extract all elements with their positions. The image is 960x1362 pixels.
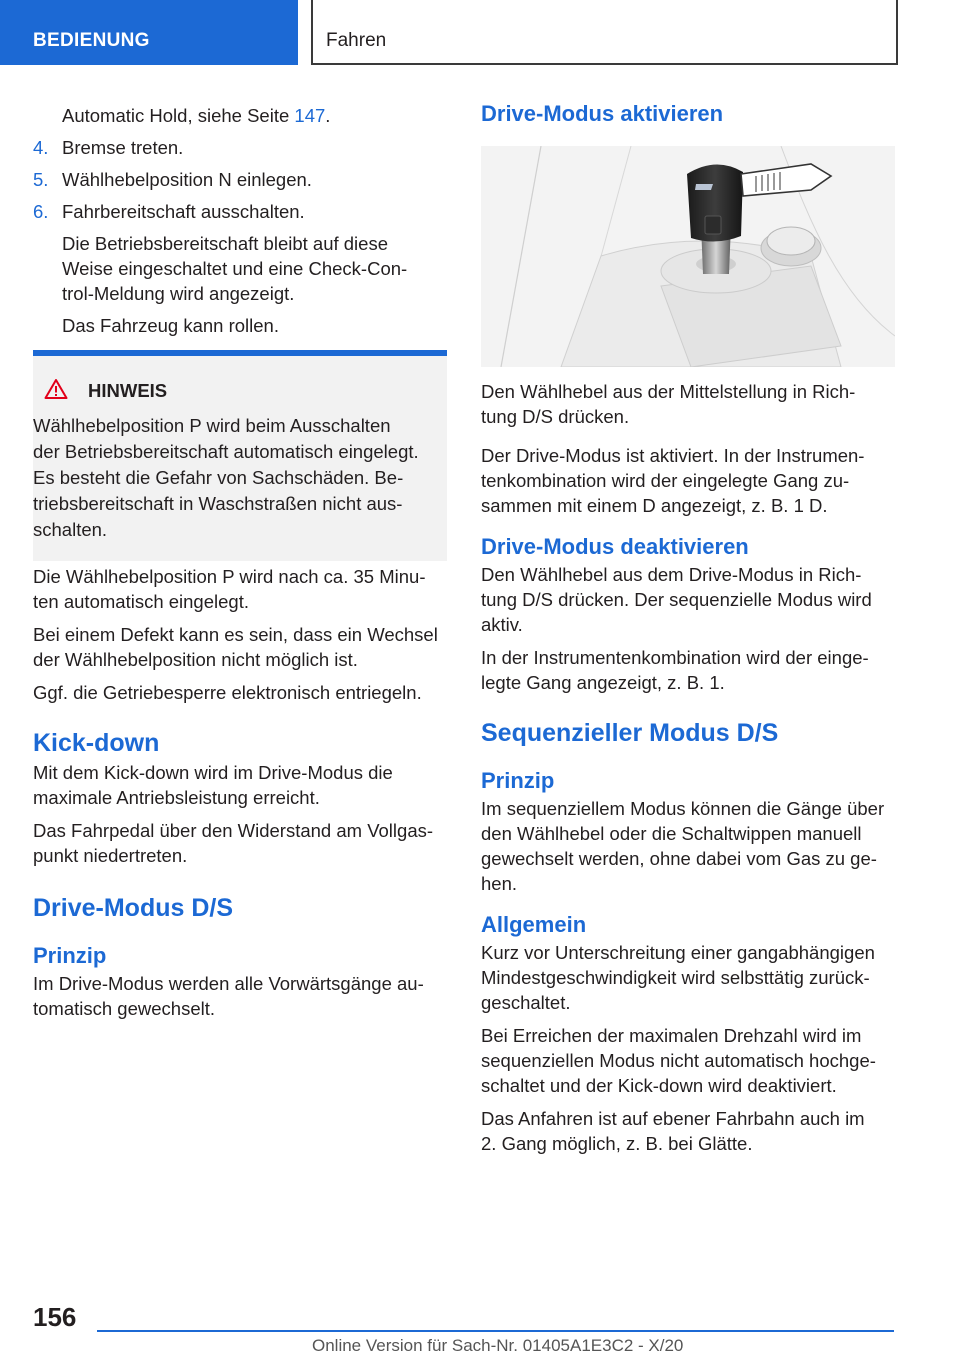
activate-heading: Drive-Modus aktivieren xyxy=(481,101,724,126)
seq-prinzip-heading: Prinzip xyxy=(481,768,555,793)
kickdown-heading: Kick-down xyxy=(33,729,160,757)
note-box xyxy=(33,350,447,561)
section-title: BEDIENUNG xyxy=(33,30,150,51)
step-list xyxy=(33,103,453,338)
step-continuation: Automatic Hold, siehe Seite 147. xyxy=(62,105,331,126)
paragraph: Im Drive-Modus werden alle Vorwärtsgänge au- tomatisch gewechselt. xyxy=(33,973,424,1019)
prinzip-heading: Prinzip xyxy=(33,943,107,968)
step-detail: Die Betriebsbereitschaft bleibt auf diese Weise eingeschaltet und eine Check-Con- trol-Meldung wird angezeigt. xyxy=(62,233,408,304)
step-detail: Das Fahrzeug kann rollen. xyxy=(62,315,279,336)
activate-heading-wrap xyxy=(481,101,901,127)
footer-divider xyxy=(97,1330,894,1332)
paragraph: In der Instrumentenkombination wird der einge- legte Gang angezeigt, z. B. 1. xyxy=(481,647,869,693)
allgemein-heading: Allgemein xyxy=(481,912,587,937)
paragraph: Die Wählhebelposition P wird nach ca. 35 Minu- ten automatisch eingelegt. xyxy=(33,566,426,612)
note-title: HINWEIS xyxy=(88,380,168,401)
paragraph: Der Drive-Modus ist aktiviert. In der Instrumen- tenkombination wird der eingelegte Gang zu- sammen mit einem D angezeigt, z. B. 1 D. xyxy=(481,445,865,516)
sequential-mode-heading: Sequenzieller Modus D/S xyxy=(481,719,779,747)
paragraph: Bei Erreichen der maximalen Drehzahl wird im sequenziellen Modus nicht automatisch hochge- schaltet und der Kick-down wird deaktiviert. xyxy=(481,1025,876,1096)
paragraph: Kurz vor Unterschreitung einer gangabhängigen Mindestgeschwindigkeit wird selbsttätig zurück- geschaltet. xyxy=(481,942,875,1013)
list-item xyxy=(33,135,453,160)
footer-text: Online Version für Sach-Nr. 01405A1E3C2 - X/20 xyxy=(312,1336,684,1355)
page-number: 156 xyxy=(33,1302,77,1332)
paragraph: Das Fahrpedal über den Widerstand am Vollgas- punkt niedertreten. xyxy=(33,820,434,866)
deactivate-heading: Drive-Modus deaktivieren xyxy=(481,534,749,559)
list-item xyxy=(33,199,453,224)
step-text: Fahrbereitschaft ausschalten. xyxy=(62,201,305,222)
gear-selector-image xyxy=(481,146,895,367)
step-number: 6. xyxy=(33,201,49,222)
page-link[interactable]: 147 xyxy=(294,105,326,126)
step-text: Bremse treten. xyxy=(62,137,184,158)
step-number: 5. xyxy=(33,169,49,190)
paragraph: Mit dem Kick-down wird im Drive-Modus die maximale Antriebsleistung erreicht. xyxy=(33,762,393,808)
note-text: Wählhebelposition P wird beim Ausschalten der Betriebsbereitschaft automatisch eingelegt. Es besteht die Gefahr von Sachschäden. Be- triebsbereitschaft in Waschstraßen nicht aus- schalten. xyxy=(33,415,419,540)
chapter-header xyxy=(311,0,898,65)
paragraph: Den Wählhebel aus der Mittelstellung in Rich- tung D/S drücken. xyxy=(481,381,856,427)
right-body xyxy=(481,379,901,1156)
paragraph: Den Wählhebel aus dem Drive-Modus in Rich- tung D/S drücken. Der sequenzielle Modus wird aktiv. xyxy=(481,564,872,635)
warning-triangle-icon xyxy=(44,378,68,405)
section-tab xyxy=(0,0,298,65)
paragraph: Das Anfahren ist auf ebener Fahrbahn auch im 2. Gang möglich, z. B. bei Glätte. xyxy=(481,1108,865,1154)
step-text: Wählhebelposition N einlegen. xyxy=(62,169,312,190)
drive-mode-heading: Drive-Modus D/S xyxy=(33,894,234,922)
chapter-title: Fahren xyxy=(326,30,387,51)
paragraph: Ggf. die Getriebesperre elektronisch entriegeln. xyxy=(33,682,422,703)
paragraph: Bei einem Defekt kann es sein, dass ein Wechsel der Wählhebelposition nicht möglich ist. xyxy=(33,624,438,670)
left-body xyxy=(33,564,453,1021)
list-item xyxy=(33,167,453,192)
paragraph: Im sequenziellem Modus können die Gänge über den Wählhebel oder die Schaltwippen manuell gewechselt werden, ohne dabei vom Gas zu ge- hen. xyxy=(481,798,885,894)
step-number: 4. xyxy=(33,137,49,158)
